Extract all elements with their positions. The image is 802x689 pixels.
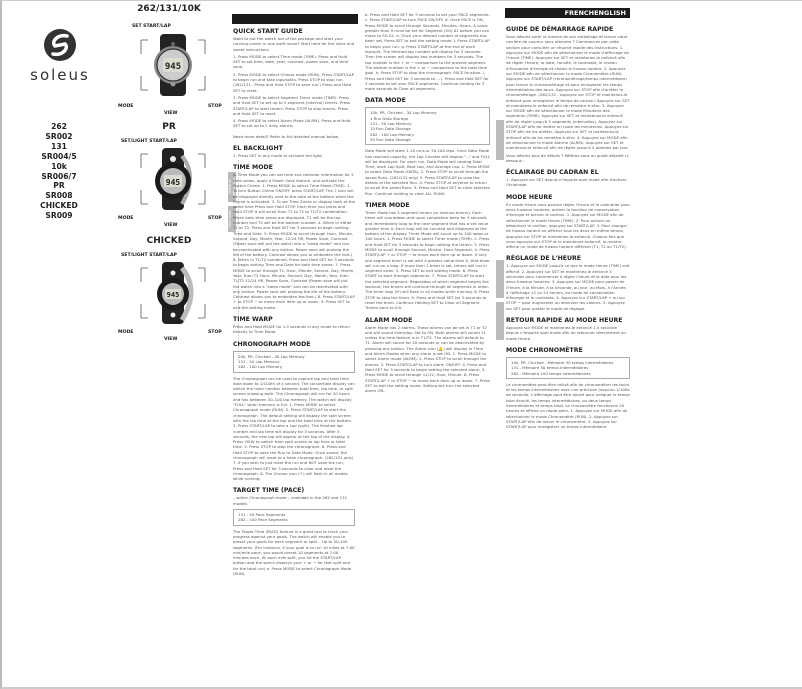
watch-262-icon	[138, 32, 208, 98]
step-text: 1. Press MODE to select Time mode (TIME). Press and Hold SET to set time, date, year, contrast, power save, and time zone.	[233, 53, 349, 70]
model-item: SR009	[45, 211, 73, 221]
box-line: 262 - Mémoire 100 temps intermédiaires	[511, 370, 591, 376]
section-text: Press and Hold MODE for 1.5 seconds in any mode to return directly to Time Mode.	[233, 324, 350, 335]
model-item: 131	[51, 141, 67, 151]
watch-diagram-pr	[118, 122, 220, 230]
section-text: Need more detail? Refer to full detailed manual below.	[233, 133, 340, 139]
box-line: 10k, PR, Chicked - 30 Lap Memory	[370, 110, 437, 116]
svg-text:945: 945	[166, 291, 180, 299]
view-label: VIEW	[164, 111, 178, 116]
model-item: SR004/5	[41, 151, 77, 161]
section-text: In Time Mode you can set time and calendar information for 2 time zones, apply a Power Save feature, and activate the Button Chime. 1. Press MODE to select Time Mode (TIME). 2. To turn Button Chime ON/OFF press START/LAP. The ♪ icon will be displayed directly next to the date at the bottom when the Chime is activated. 3. To set Time Zones or display both at the same time Press and Hold STOP. Each time you press and Hold STOP it will scroll from T1 to T2 to T1/T2 combination. When both time zones are displayed, T1 will be the top number and T2 will be the bottom number. 4. When in either T1 or T2, Press and Hold SET for 3 seconds to begin setting Time and Date. 5. Press MODE to scroll through Hour, Minute, Second, Day, Month, Year, 12/24 HR, Power Save, Contrast (Power save will put the watch into a "sleep mode" and can be reactivated with any button. Power save will prolong the life of the battery. Contrast allows you to embolden the font.) 6. When in T1/T2 combined, Press and Hold SET for 3 seconds to begin setting Time and Date for both time zones. 7. Press MODE to scroll through T1, Hour, Minute, Second, Day, Month, Year, then T2 Hour, Minute, Second, Day, Month, Year, then T1/T2 12/24 HR, Power Save, Contrast (Power save will put the watch into a "sleep mode" and can be reactivated with any button. Power save will prolong the life of the battery. Contrast allows you to embolden the font.) 8. Press START/LAP + or STOP − to move each item up or down. 9. Press SET to exit the setting mode.	[233, 172, 355, 310]
info-box	[233, 351, 355, 373]
section-text: Alarm Mode has 2 alarms. These alarms can be set in T1 or T2 and will sound everyday. Set to ON. Both alarms will sound 11 unless the time feature is in T1/T2. The alarms will default to T1. Alarm will sound for 20 seconds or can be deactivated by pressing any button. The Alarm icon (🔔) will display in Time and Alarm Modes when any alarm is set ON. 1. Press MODE to select Alarm mode (ALRM). 2. Press STOP to scroll through the alarms. 3. Press START/LAP to turn alarm ON/OFF. 4. Press and Hold SET for 3 seconds to begin setting the selected alarm. 5. Press MODE to scroll through 11/12, Hour, Minute. 6. Press START/LAP + or STOP − to move each item up or down. 7. Press SET to exit the setting mode. Setting will turn the selected alarm ON.	[365, 324, 490, 394]
svg-text:945: 945	[165, 178, 181, 187]
section-text: Appuyez sur MODE et maintenez-le enfoncé 1,5 seconde depuis n'importe quel mode afin de retourner directement au mode Heure.	[506, 325, 626, 341]
box-line: 10k, PR, Chicked - Mémoire 30 temps intermédiaires	[511, 359, 614, 365]
brand-name: soleus	[30, 66, 90, 84]
box-line: 131 - 50 Pace Segments	[238, 512, 286, 518]
side-tab: Time Mode	[228, 206, 236, 232]
step-text: 3. Press MODE to select Segment Timer mode (TIMR). Press and Hold SET to set up to 5 segment (interval) timers. Press START/LAP to start timers. Press STOP to stop timers. Press and Hold SET to reset.	[233, 94, 351, 116]
svg-text:945: 945	[164, 62, 182, 72]
section-heading: CHRONOGRAPH MODE	[233, 340, 311, 348]
watch-title: CHICKED	[146, 236, 192, 246]
french-column-1	[506, 20, 630, 432]
box-line: 131 - 50 Lap Memory	[238, 358, 280, 364]
box-line: 30 Run Data Storage	[370, 136, 411, 142]
box-line: 262 - 100 Lap Memory	[238, 364, 283, 370]
model-item: 262	[51, 122, 67, 131]
section-heading: GUIDE DE DÉMARRAGE RAPIDE	[506, 26, 614, 33]
language-header-bar: FRENCHENGLISH	[505, 8, 630, 18]
model-item: 10k	[51, 161, 67, 171]
watch-diagram-262	[118, 4, 220, 120]
view-label: VIEW	[164, 337, 178, 342]
left-panel	[0, 0, 222, 688]
brand-logo	[25, 28, 95, 84]
section-heading: TIME MODE	[233, 164, 273, 172]
model-list	[30, 122, 88, 221]
section-heading: QUICK START GUIDE	[233, 28, 303, 35]
model-item: SR002	[45, 131, 73, 141]
section-heading: TIME WARP	[233, 316, 273, 324]
info-box	[365, 107, 490, 145]
section-text: Data Mode will store 1-10 runs or 30-100 laps. Once Data Mode has reached capacity, the Lap Counter will display "--" and FULL will be displayed. For each run, Data Mode will catalog Total Time, each Lap Split, Best Lap, and Average Lap. 1. Press MODE to select Data Mode (DATA). 2. Press STOP to scroll through the saved Runs. (262/131 only) 3. Press START/LAP to view the details of the selected Run. 4. Press STOP at anytime to return to scroll the saved Runs. 5. Press and Hold SET to clear selected Run. Continue holding to clear ALL RUNS.	[365, 148, 491, 196]
box-line: 10k, PR, Chicked - 30 Lap Memory	[238, 353, 305, 359]
box-line: 1 Run Data Storage	[370, 115, 409, 121]
section-text: b. Press and Hold SET for 3 seconds to set your PACE segments. c. Press START/LAP to turn PACE ON/OFF. d. Once PACE is ON, Press MODE to scroll through Seconds, Minutes, Hours. A value greater than 0 must be set for Segment (SG) 01 before you can move to SG 02. e. Once your desired number of segments has been set, Press SET to exit the setting mode. f. Press START/LAP to begin your run. g. Press START/LAP at the end of each lap/split. The finished lap number will display for 5 seconds. Then the screen will display two numbers for 5 seconds. The top number is the + or − comparison to the present segment. The bottom number is the + or − comparison to the total time goal. h. Press STOP to stop the chronograph. PACE function. i. Press and Hold SET for 3 seconds to ... j. Press and Hold SET for 3 seconds to set your PACE segments. Continue holding for 3 more seconds to Clear all segments.	[365, 12, 490, 92]
section-text: Want to put the watch out of the package and start your running career in one swift move? Start here for the short and sweet instructions.	[233, 36, 355, 52]
stop-label: STOP	[208, 216, 222, 221]
set-light-start-lap-label: SET/LIGHT START/LAP	[121, 139, 177, 144]
box-line: 10 Run Data Storage	[370, 126, 411, 132]
section-text: 1. Appuyez sur SET depuis n'importe quel mode afin d'activer l'éclairage.	[506, 177, 627, 188]
side-tab-fr	[496, 302, 504, 340]
section-text: 1. Appuyez sur MODE jusqu'à ce que le mode Heure (TIME) soit affiché. 2. Appuyez sur SET et maintenez-le enfoncé 3 secondes pour commencer à régler l'heure et la date pour les deux fuseaux horaires. 3. Appuyez sur MODE pour passer de l'Heure, à la Minute, à la Seconde, au Jour, au Mois, à l'Année, à l'affichage 12 ou 24 heures, au mode de conservation d'énergie et le contraste. 4. Appuyez sur START/LAP + ou sur STOP − pour augmenter ou diminuer les valeurs. 5. Appuyez sur SET pour quitter le mode de réglage.	[506, 263, 630, 311]
step-text: 4. Press MODE to select Alarm Mode (ALRM). Press and Hold SET to set up to 2 daily alarms.	[233, 118, 351, 129]
section-text: En mode Heure vous pouvez régler l'heure et le calendrier pour deux fuseaux horaires, activer la fonction de conservation d'énergie et activer le carillon. 1. Appuyez sur MODE afin de sélectionner le mode Heure (TIME). 2. Pour activer ou désactiver le carillon, appuyez sur START/LAP. 3. Pour changer de fuseau horaire ou afficher tous les deux en même temps, appuyez sur STOP et maintenez-le enfoncé. Chaque fois que vous appuyez sur STOP et le maintenez enfoncé, la montre affiche un mode de fuseau horaire différent (T1, T2 ou T1/T2).	[506, 201, 630, 250]
section-text: Vous désirez plus de détails ? Référez-vous au guide détaillé ci-dessous :	[506, 152, 630, 163]
soleus-s-icon	[43, 28, 77, 62]
section-text: Vous désirez sortir la montre de son emballage et lancer votre carrière de coureur sans attendre ? Commencez par cette section pour consulter un résumé rapide des instructions. 1. Appuyez sur MODE afin de sélectionner le mode d'affichage de l'heure (TIME). Appuyez sur SET et maintenez-le enfoncé afin de régler l'heure, la date, l'année, le contraste, le niveau d'économie d'énergie et choisir le fuseau horaire. 2. Appuyez sur MODE afin de sélectionner le mode Chronomètre (RUN). Appuyez sur START/LAP (chronomètrage/temps intermédiaire) pour lancer le chronomètrage et pour enregistrer les temps intermédiaires des tours. Appuyez sur STOP afin d'arrêter le chronomètrage. (262/131 - Appuyez sur STOP et maintenez-le enfoncé pour enregistrer le temps de course.) Appuyez sur SET et maintenez-le enfoncé afin de remettre à zéro. 3. Appuyez sur MODE afin de sélectionner le mode Minuterie des segments (TIMR). Appuyez sur SET et maintenez-le enfoncé afin de régler jusqu'à 5 segments (intervalles). Appuyez sur START/LAP afin de mettre en route les minuteries. Appuyez sur STOP afin de les arrêter. Appuyez sur SET et maintenez-le enfoncé afin de les remettre à zéro. 4. Appuyez sur MODE afin de sélectionner le mode Alarme (ALRM). Appuyez sur SET et maintenez-le enfoncé afin de régler jusqu'à 2 alarmes par jour.	[506, 34, 630, 151]
section-heading: RETOUR RAPIDE AU MODE HEURE	[506, 317, 623, 325]
model-item: SR008	[45, 191, 73, 201]
english-column-2	[365, 12, 490, 395]
mode-label: MODE	[118, 330, 134, 335]
section-text: The Target Time (PACE) feature is a great tool to track your progress against your goals. The watch will enable you to preset your goals for each segment or split... Up to 50-100 segments. (For instance, if your goal is to run 10 miles at 7:00 min/mile pace, you would preset 10 segments at 7:00 minutes each. At each mile split, you hit the START/LAP button and the watch displays your + or − for that split and for the total run) a. Press MODE to select Chronograph Mode (RUN)	[233, 528, 355, 577]
section-heading: TARGET TIME (PACE)	[233, 487, 305, 495]
set-light-start-lap-label: SET/LIGHT START/LAP	[121, 253, 177, 258]
info-box	[233, 509, 355, 526]
section-heading: MODE HEURE	[506, 193, 553, 201]
section-text: Timer Mode has 5 segment timers (or interval timers). Each timer will countdown and upon completion beep for 5 seconds and immediately loop to the next segment that has a set value greater than 0. Each loop will be counted and displayed at the bottom of the display. Timer Mode will count up to 100 loops or 100 hours. 1. Press MODE to select Timer mode (TIMR). 2. Press and Hold SET for 3 seconds to begin setting the timers. 3. Press MODE to scroll through Second, Minute, Hour Segment. 4. Press START/LAP + or STOP − to move each item up or down. If only one segment timer is set with a greater value than 0, that timer will run on a loop. If more than 1 timer is set, timers will run in segment order. 5. Press SET to exit setting mode. 6. Press START to start through segments. 7. Press START/LAP to start the selected segment. Regardless of which segment begins the workout, the timers will continue through all segments in order. The timer loop (⟳) will flash in all modes while running. 8. Press STOP to stop the timer. 9. Press and Hold SET for 3 seconds to reset the timer. Continue Holding SET to Clear all Segment Timers back to 0:0.	[365, 209, 490, 311]
side-tab-fr	[496, 260, 504, 298]
set-start-lap-label: SET START/LAP	[132, 24, 171, 29]
section-heading: DATA MODE	[365, 97, 406, 105]
section-heading: TIMER MODE	[365, 201, 410, 209]
watch-chicked-icon	[138, 260, 208, 326]
section-subtitle: – within Chronograph mode – available in the 262 and 131 models	[233, 495, 348, 506]
section-heading: ÉCLAIRAGE DU CADRAN EL	[506, 169, 599, 177]
box-line: 131 - Mémoire 50 temps intermédiaires	[511, 365, 589, 371]
stop-label: STOP	[208, 330, 222, 335]
side-tab-fr	[496, 120, 504, 160]
side-tab: Guide de démarrage	[228, 172, 236, 202]
watch-pr-icon	[138, 146, 208, 212]
section-text: Le chronomètre peut être utilisé afin de chronométrer les tours et les temps intermédiaires avec une précision jusqu'au 1/100e de seconde. L'affichage peut être ajusté pour indiquer le temps total écoulé, les temps intermédiaires, ou deux temps intermédiaires et temps total. Le chronomètre fonctionne 20 heures et affiche un mode plein. 1. Appuyez sur MODE afin de sélectionner le mode Chronomètre (RUN). 2. Appuyez sur START/LAP afin de lancer le chronomètre. 3. Appuyez sur START/LAP pour enregistrer un temps intermédiaire.	[506, 381, 630, 430]
model-item: SR006/7	[41, 171, 77, 181]
view-label: VIEW	[164, 223, 178, 228]
box-line: 262 - 100 Lap Memory	[370, 131, 415, 137]
model-item: PR	[53, 181, 65, 191]
english-column-1	[233, 22, 355, 578]
section-text: The Chronograph can be used to capture lap and total time data down to 1/100th of a second. The convertible display can switch the main number between total time, lap time, or split screen showing both. The Chronograph will run for 20 hours and has between 30–100 lap memory. The watch will display "FULL" when memory is full. 1. Press MODE to select Chronograph mode (RUN). 2. Press START/LAP to start the chronograph. The default setting will display the split screen with the lap time at the top and the total time at the bottom. 3. Press START/LAP to take a Lap (split). The finished lap number and lap time will display for 5 seconds. After 5 seconds, the new lap will appear at the top of the display. 4. Press VIEW to switch from split screen to lap time or total time. 5. Press STOP to stop the chronograph. 6. Press and Hold STOP to save the Run to Data Mode. Once saved, the chronograph will reset to a fresh chronograph. (262/131 only) 7. If you wish to just reset the run and NOT save the run, Press and Hold SET for 3 seconds to clear and reset the chronograph. 8. The Chrono icon (☉) will flash in all modes while running.	[233, 375, 355, 482]
section-heading: MODE CHRONOMÈTRE	[506, 346, 583, 354]
step-text: 2. Press MODE to select Chrono mode (RUN). Press START/LAP to begin run and take laps/splits. Press STOP to stop run. (262/131 - Press and Hold STOP to save run.) Press and Hold SET to reset.	[233, 71, 354, 93]
mode-label: MODE	[118, 216, 134, 221]
watch-title: PR	[162, 122, 176, 132]
box-line: 131 - 50 Lap Memory	[370, 121, 412, 127]
watch-title: 262/131/10K	[137, 4, 201, 14]
info-box	[506, 357, 630, 379]
section-heading: ALARM MODE	[365, 316, 413, 324]
box-line: 262 - 100 Pace Segments	[238, 517, 288, 523]
stop-label: STOP	[208, 104, 222, 109]
section-heading: RÉGLAGE DE L'HEURE	[506, 255, 582, 263]
watch-diagram-chicked	[118, 236, 220, 344]
mode-label: MODE	[118, 104, 134, 109]
section-text: 1. Press SET in any mode to activate the light.	[233, 153, 324, 159]
section-heading: EL BACKLIGHT	[233, 145, 283, 153]
model-item: CHICKED	[40, 201, 78, 211]
